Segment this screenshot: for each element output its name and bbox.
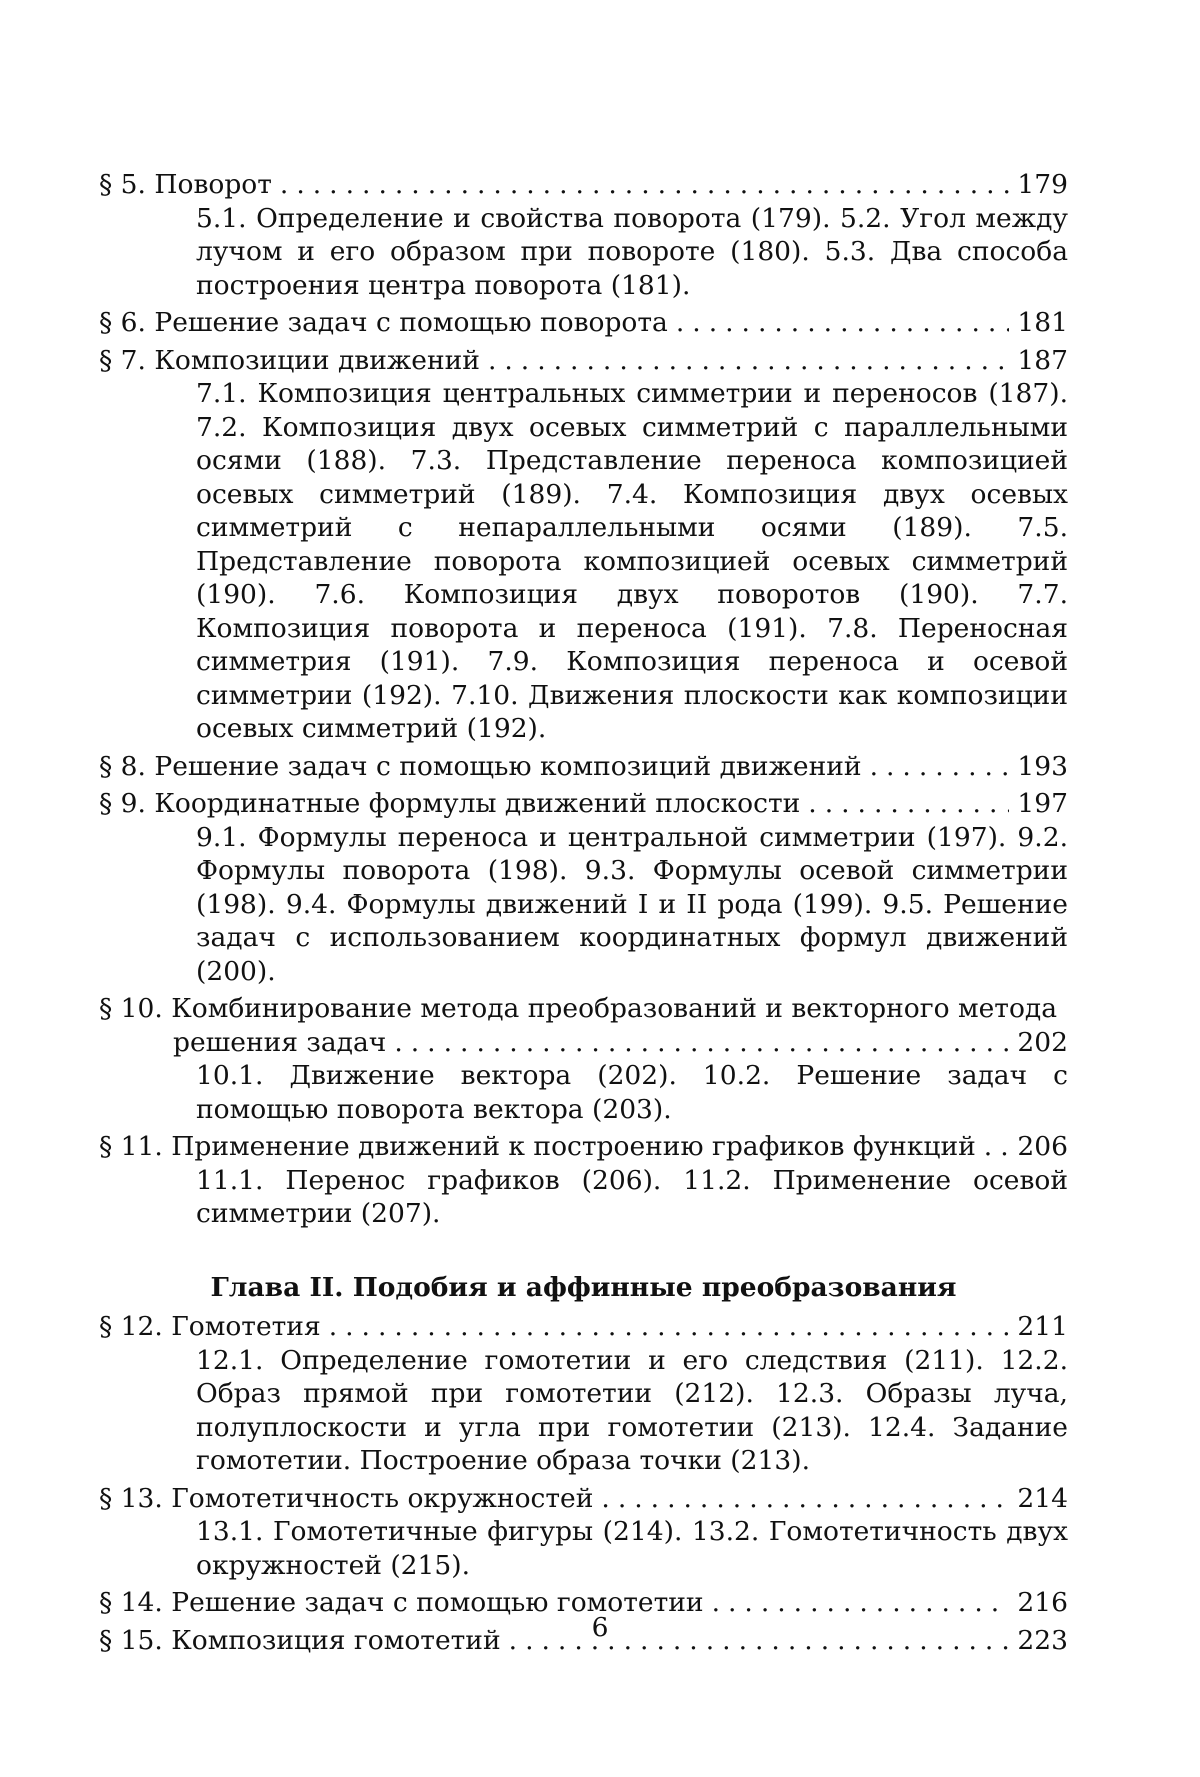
leader-dots: .................. xyxy=(712,1586,1010,1620)
toc-entry-description: 11.1. Перенос графиков (206). 11.2. Применение осевой симметрии (207). xyxy=(99,1164,1068,1231)
leader-dots: ......................................... xyxy=(329,1310,1010,1344)
toc-entry-10 xyxy=(99,992,1068,1126)
toc-entry-8 xyxy=(99,750,1068,784)
toc-entry-head xyxy=(99,1026,1068,1060)
page-number: 6 xyxy=(0,1612,1200,1643)
leader-dots: .............................. xyxy=(509,1624,1010,1658)
toc-entry-head xyxy=(99,1310,1068,1344)
leader-dots: ............................... xyxy=(488,344,1009,378)
toc-entry-description: 5.1. Определение и свойства поворота (179). 5.2. Угол между лучом и его образом при повороте (180). 5.3. Два способа построения центра поворота (181). xyxy=(99,202,1068,303)
leader-dots: ............. xyxy=(808,787,1009,821)
toc-entry-6 xyxy=(99,306,1068,340)
toc-entry-page: 202 xyxy=(1017,1026,1068,1060)
toc-entry-page: 187 xyxy=(1017,344,1068,378)
table-of-contents xyxy=(99,168,1068,1661)
toc-entry-11 xyxy=(99,1130,1068,1231)
toc-entry-title: § 7. Композиции движений xyxy=(99,344,480,378)
toc-entry-head xyxy=(99,787,1068,821)
leader-dots: ............................................ xyxy=(280,168,1010,202)
toc-entry-page: 223 xyxy=(1017,1624,1068,1658)
toc-entry-title: § 8. Решение задач с помощью композиций движений xyxy=(99,750,862,784)
toc-entry-title-cont: решения задач xyxy=(173,1026,386,1060)
toc-entry-title: § 9. Координатные формулы движений плоскости xyxy=(99,787,800,821)
toc-entry-page: 179 xyxy=(1017,168,1068,202)
toc-entry-title: § 15. Композиция гомотетий xyxy=(99,1624,501,1658)
toc-entry-description: 13.1. Гомотетичные фигуры (214). 13.2. Гомотетичность двух окружностей (215). xyxy=(99,1515,1068,1582)
toc-entry-head xyxy=(99,306,1068,340)
toc-entry-head xyxy=(99,344,1068,378)
toc-entry-description: 7.1. Композиция центральных симметрии и переносов (187). 7.2. Композиция двух осевых симметрий с параллельными осями (188). 7.3. Представление переноса композицией осевых симметрий (189). 7.4. Композиция двух осевых симметрий с непараллельными осями (189). 7.5. Представление поворота композицией осевых симметрий (190). 7.6. Композиция двух поворотов (190). 7.7. Композиция поворота и переноса (191). 7.8. Переносная симметрия (191). 7.9. Композиция переноса и осевой симметрии (192). 7.10. Движения плоскости как композиции осевых симметрий (192). xyxy=(99,377,1068,746)
toc-entry-page: 193 xyxy=(1017,750,1068,784)
toc-entry-title: § 12. Гомотетия xyxy=(99,1310,321,1344)
toc-entry-9 xyxy=(99,787,1068,988)
toc-entry-title: § 13. Гомотетичность окружностей xyxy=(99,1482,593,1516)
toc-entry-page: 181 xyxy=(1017,306,1068,340)
toc-entry-page: 214 xyxy=(1017,1482,1068,1516)
toc-entry-head xyxy=(99,168,1068,202)
leader-dots: ........................... xyxy=(601,1482,1009,1516)
toc-entry-page: 206 xyxy=(1017,1130,1068,1164)
toc-entry-description: 9.1. Формулы переноса и центральной симметрии (197). 9.2. Формулы поворота (198). 9.3. Формулы осевой симметрии (198). 9.4. Формулы движений I и II рода (199). 9.5. Решение задач с использованием координатных формул движений (200). xyxy=(99,821,1068,989)
toc-entry-description: 10.1. Движение вектора (202). 10.2. Решение задач с помощью поворота вектора (203). xyxy=(99,1059,1068,1126)
toc-entry-title: § 14. Решение задач с помощью гомотетии xyxy=(99,1586,704,1620)
toc-entry-head xyxy=(99,750,1068,784)
toc-entry-page: 216 xyxy=(1017,1586,1068,1620)
toc-entry-title: § 11. Применение движений к построению графиков функций xyxy=(99,1130,976,1164)
toc-entry-description: 12.1. Определение гомотетии и его следствия (211). 12.2. Образ прямой при гомотетии (212). 12.3. Образы луча, полуплоскости и угла при гомотетии (213). 12.4. Задание гомотетии. Построение образа точки (213). xyxy=(99,1344,1068,1478)
leader-dots: . xyxy=(984,1130,1010,1164)
toc-entry-title: § 10. Комбинирование метода преобразований и векторного метода xyxy=(99,992,1068,1026)
leader-dots: .................... xyxy=(676,306,1010,340)
toc-entry-7 xyxy=(99,344,1068,746)
toc-entry-13 xyxy=(99,1482,1068,1583)
toc-entry-5 xyxy=(99,168,1068,302)
toc-entry-head xyxy=(99,1482,1068,1516)
leader-dots: ........ xyxy=(870,750,1010,784)
toc-entry-title: § 6. Решение задач с помощью поворота xyxy=(99,306,668,340)
toc-entry-title: § 5. Поворот xyxy=(99,168,272,202)
toc-entry-12 xyxy=(99,1310,1068,1478)
leader-dots: ..................................... xyxy=(394,1026,1009,1060)
toc-entry-head xyxy=(99,1130,1068,1164)
toc-entry-page: 197 xyxy=(1017,787,1068,821)
chapter-title: Глава II. Подобия и аффинные преобразования xyxy=(99,1271,1068,1305)
toc-entry-page: 211 xyxy=(1017,1310,1068,1344)
